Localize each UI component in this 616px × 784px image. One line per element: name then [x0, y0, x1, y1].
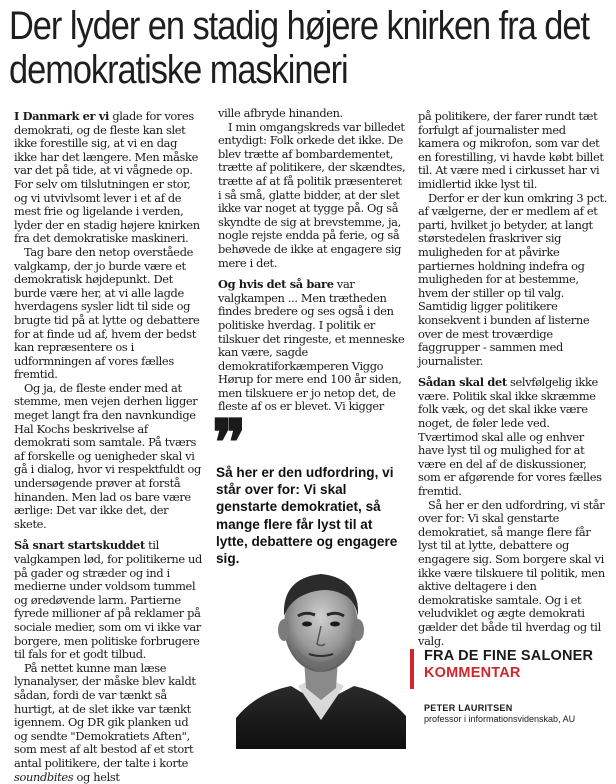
quote-mark-icon: ❞: [212, 406, 247, 481]
pull-quote: Så her er den udfordring, vi står over for: Vi skal genstarte demokratiet, så mange flere får lyst til at lytte, debattere og engagere sig.: [216, 465, 398, 567]
subheading: Så snart startskuddet: [14, 538, 145, 553]
paragraph-text: På nettet kunne man læse lynanalyser, der måske blev kaldt sådan, fordi de var tænkt så hurtigt, at de slet ikke var tænkt igennem. Og DR gik planken ud og sendte "Demokratiets Aften", som mest af alt bestod af et stort antal politikere, der talte i korte: [14, 660, 196, 770]
paragraph-text: var valgkampen ... Men trætheden findes bredere og ses også i den politiske hverdag. I politik er tilskuer det ringeste, et menneske kan være, sagde demokratiforkæmperen Viggo Hørup for mere end 100 år siden, men tilskuere er jo netop det, de fleste af os er blevet. Vi kigger: [218, 277, 405, 414]
article-column-2: [218, 107, 407, 414]
paragraph: I min omgangskreds var billedet entydigt: Folk orkede det ikke. De blev trætte af bombardementet, trætte af politikere, der skændtes, trætte af at få politik præsenteret i så små, glatte bidder, at der slet ikke var noget at tygge på. Og så skyndte de sig at brevstemme, ja, nogle rejste endda på ferie, og så behøvede de ikke at engagere sig mere i det.: [218, 119, 406, 270]
subheading: Og hvis det så bare: [218, 277, 334, 292]
author-name: PETER LAURITSEN: [424, 703, 513, 713]
headline: [9, 4, 589, 92]
article-column-3: [418, 110, 607, 648]
paragraph: [14, 110, 203, 246]
emphasis-text: soundbites: [14, 769, 74, 784]
paragraph-text: selvfølgelig ikke være. Politik skal ikke skræmme folk væk, og det skal ikke være noget, de føler lede ved. Tværtimod skal alle og enhver have lyst til og mulighed for at være en del af de diskussioner, som er afgørende for vores fælles fremtid.: [418, 375, 602, 499]
paragraph: [218, 278, 407, 414]
author-portrait: [236, 548, 406, 749]
paragraph: på politikere, der farer rundt tæt forfulgt af journalister med kamera og mikrofon, som var det en forestilling, vi havde købt billet til. At være med i cirkusset har vi imidlertid ikke lyst til.: [418, 109, 604, 191]
paragraph: Og ja, de fleste ender med at stemme, men vejen derhen ligger meget langt fra den navnkundige Hal Kochs beskrivelse af demokrati som samtale. På tværs af forskelle og uenigheder skal vi gå i dialog, hvor vi respektfuldt og undersøgende prøver at forstå hinanden. Men lad os bare være ærlige: Det var ikke det, der skete.: [14, 380, 201, 531]
section-type: KOMMENTAR: [424, 665, 521, 681]
lead-in: I Danmark er vi: [14, 109, 110, 123]
paragraph: [418, 376, 607, 498]
author-title: professor i informationsvidenskab, AU: [424, 714, 576, 724]
paragraph-text: glade for vores demokrati, og de fleste kan slet ikke forestille sig, at vi en dag ikke har det længere. Men måske var det på tide, at vi vågnede op. For selv om tilslutningen er stor, og vi utvivlsomt lever i et af de mest frie og ligelande i verden, lyder der en stadig højere knirken fra det demokratiske maskineri.: [14, 109, 200, 246]
paragraph: Så her er den udfordring, vi står over for: Vi skal genstarte demokratiet, så mange flere får lyst til at lytte, debattere og engagere sig. Som borgere skal vi ikke være tilskuere til politik, men aktive deltagere i den demokratiske samtale. Og i et veludviklet og ægte demokrati gælder det både til hverdag og til valg.: [418, 497, 605, 648]
paragraph-text: og helst: [73, 769, 120, 784]
kicker-accent-bar: [410, 649, 414, 689]
article-column-1: [14, 110, 203, 784]
headline-line-2: demokratiske maskineri: [9, 48, 348, 92]
section-name: FRA DE FINE SALONER: [424, 648, 594, 664]
subheading: Sådan skal det: [418, 375, 507, 390]
paragraph: ville afbryde hinanden.: [218, 106, 343, 120]
paragraph: [14, 662, 203, 784]
section-kicker: [424, 648, 614, 682]
paragraph-text: til valgkampen lød, for politikerne ud på gader og stræder og ind i medierne under voldsom tummel og øredøvende larm. Partierne fyrede millioner af på reklamer på sociale medier, som om vi ikke var borgere, men politiske forbrugere til fals for et godt tilbud.: [14, 538, 202, 662]
paragraph: [14, 539, 203, 661]
paragraph: Derfor er der kun omkring 3 pct. af vælgerne, der er medlem af et parti, hvilket jo betyder, at langt størstedelen fraskriver sig muligheden for at påvirke partiernes holdning indefra og muligheden for at bestemme, hvem der stiller op til valg. Samtidig ligger politikere konsekvent i bunden af listerne over de mest troværdige faggrupper - sammen med journalister.: [418, 190, 607, 368]
headline-line-1: Der lyder en stadig højere knirken fra det: [9, 4, 589, 48]
byline: [424, 703, 614, 725]
paragraph: Tag bare den netop overståede valgkamp, der jo burde være et demokratisk højdepunkt. Det burde være her, at vi alle lagde hverdagens sysler lidt til side og brugte tid på at lytte og debattere for at finde ud af, hvem der bedst kan repræsentere os i udformningen af vores fælles fremtid.: [14, 244, 200, 382]
